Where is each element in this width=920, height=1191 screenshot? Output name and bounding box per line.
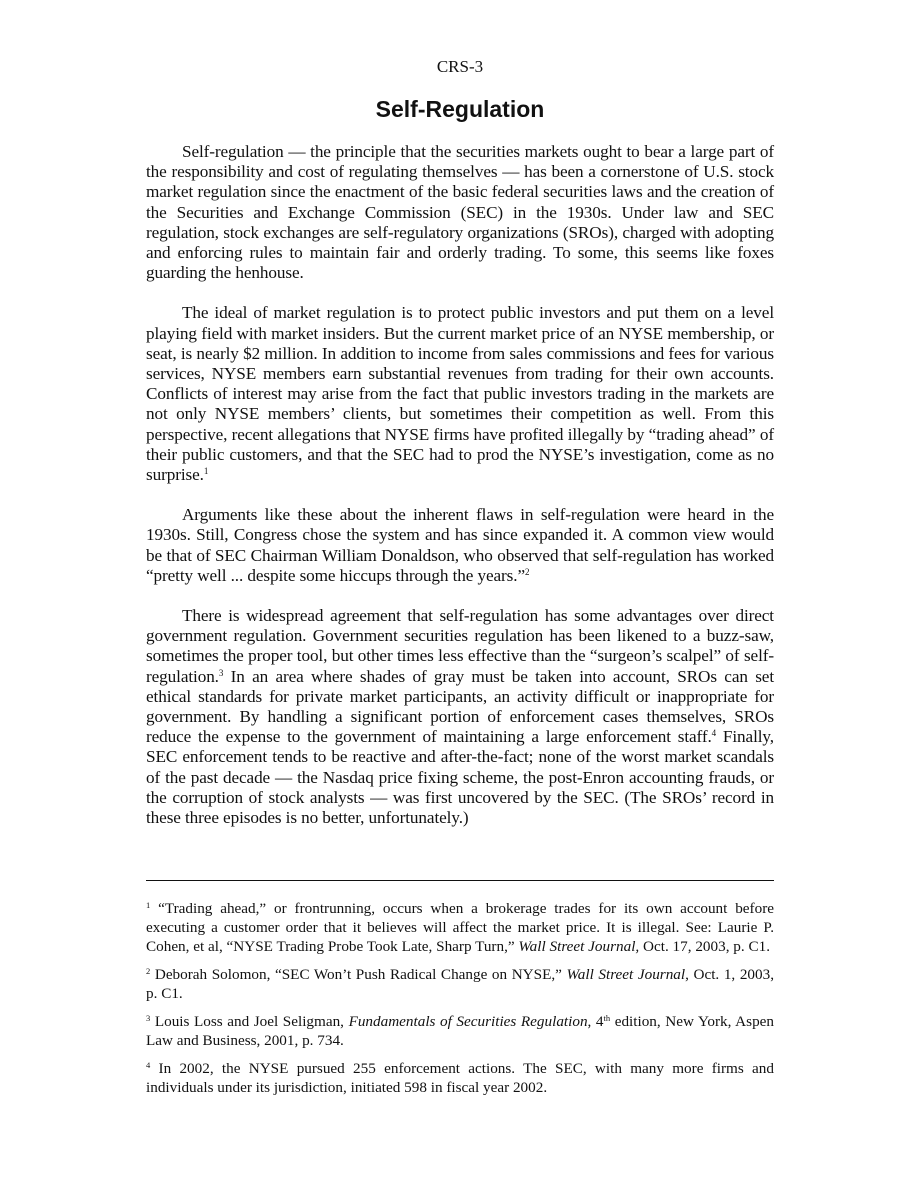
paragraph	[146, 142, 774, 283]
footnote-marker: 3	[146, 1013, 151, 1023]
text-span: There is widespread agreement that self-regulation has some advantages over direct government regulation. Government securities regulation has been likened to a buzz-saw, sometimes the proper tool, but other times less effective than the “surgeon’s scalpel” of self-regulation.	[146, 606, 774, 686]
paragraph	[146, 303, 774, 485]
italic-text: Wall Street Journal,	[518, 938, 640, 955]
text-span: Finally, SEC enforcement tends to be reactive and after-the-fact; none of the worst market scandals of the past decade — the Nasdaq price fixing scheme, the post-Enron accounting frauds, or the corruption of stock analysts — was first uncovered by the SEC. (The SROs’ record in these three episodes is no better, unfortunately.)	[146, 727, 775, 828]
footnote	[146, 1059, 774, 1097]
text-span: , Oct. 1, 2003, p. C1.	[146, 966, 774, 1002]
footnote-marker: 4	[711, 728, 717, 739]
footnote	[146, 965, 774, 1003]
footnote-marker: 3	[218, 667, 224, 678]
footnotes	[146, 899, 774, 1106]
text-span: Louis Loss and Joel Seligman,	[150, 1013, 349, 1030]
footnote	[146, 1012, 774, 1050]
footnote-marker: 2	[146, 966, 151, 976]
italic-text: Fundamentals of Securities Regulation	[348, 1013, 588, 1030]
text-span: In 2002, the NYSE pursued 255 enforcement actions. The SEC, with many more firms and individuals under its jurisdiction, initiated 598 in fiscal year 2002.	[146, 1060, 774, 1096]
text-span: The ideal of market regulation is to protect public investors and put them on a level playing field with market insiders. But the current market price of an NYSE membership, or seat, is nearly $2 million. In addition to income from sales commissions and fees for various services, NYSE members earn substantial revenues from trading for their own accounts. Conflicts of interest may arise from the fact that public investors trading in the markets are not only NYSE members’ clients, but sometimes their competition as well. From this perspective, recent allegations that NYSE firms have profited illegally by “trading ahead” of their public customers, and that the SEC had to prod the NYSE’s investigation, come as no surprise.	[146, 303, 774, 485]
body-text	[146, 142, 774, 848]
footnote-marker: 1	[203, 466, 209, 477]
paragraph	[146, 505, 774, 586]
footnote-marker: th	[603, 1013, 611, 1023]
footnote	[146, 899, 774, 956]
text-span: Oct. 17, 2003, p. C1.	[639, 938, 770, 955]
text-span: Self-regulation — the principle that the securities markets ought to bear a large part of the responsibility and cost of regulating themselves — has been a cornerstone of U.S. stock market regulation since the enactment of the basic federal securities laws and the creation of the Securities and Exchange Commission (SEC) in the 1930s. Under law and SEC regulation, stock exchanges are self-regulatory organizations (SROs), charged with adopting and enforcing rules to maintain fair and orderly trading. To some, this seems like foxes guarding the henhouse.	[146, 142, 774, 283]
paragraph	[146, 606, 774, 828]
italic-text: Wall Street Journal	[566, 966, 686, 983]
text-span: “Trading ahead,” or frontrunning, occurs when a brokerage trades for its own account before executing a customer order that it believes will affect the market price. It is illegal. See: Laurie P. Cohen, et al, “NYSE Trading Probe Took Late, Sharp Turn,”	[146, 900, 774, 955]
footnote-marker: 4	[146, 1060, 151, 1070]
footnote-marker: 1	[146, 900, 151, 910]
text-span: edition, New York, Aspen Law and Business, 2001, p. 734.	[146, 1013, 774, 1049]
footnote-marker: 2	[525, 566, 530, 577]
text-span: Arguments like these about the inherent flaws in self-regulation were heard in the 1930s. Still, Congress chose the system and has since expanded it. A common view would be that of SEC Chairman William Donaldson, who observed that self-regulation has worked “pretty well ... despite some hiccups through the years.”	[146, 505, 774, 585]
text-span: , 4	[587, 1013, 604, 1030]
footnote-divider	[146, 880, 774, 881]
page-number: CRS-3	[436, 57, 484, 76]
section-title: Self-Regulation	[375, 96, 545, 122]
text-span: In an area where shades of gray must be taken into account, SROs can set ethical standards for private market participants, an activity difficult or inappropriate for government. By handling a significant portion of enforcement cases themselves, SROs reduce the expense to the government of maintaining a large enforcement staff.	[146, 666, 774, 747]
text-span: Deborah Solomon, “SEC Won’t Push Radical Change on NYSE,”	[150, 966, 567, 983]
